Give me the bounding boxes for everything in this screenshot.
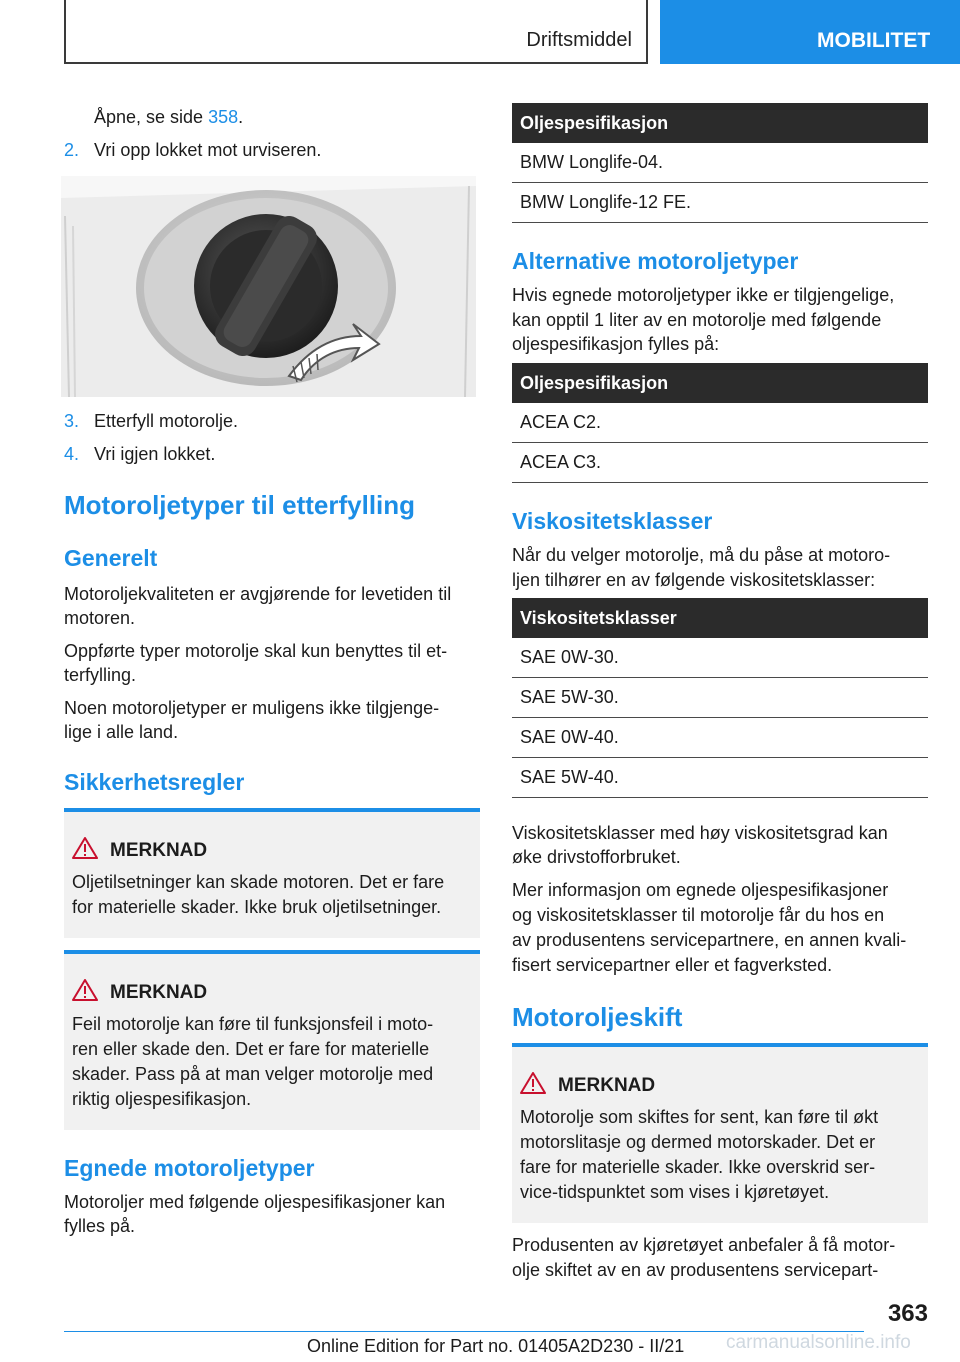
notice-text: Oljetilsetninger kan skade motoren. Det er fare for materielle skader. Ikke bruk oljetilsetninger.: [72, 872, 445, 917]
warning-triangle-icon: [520, 1071, 546, 1095]
notice-text: Feil motorolje kan føre til funksjonsfeil i moto‐ ren eller skade den. Det er fare for materielle skader. Pass på at man velger motorolje med riktig oljespesifikasjon.: [72, 1014, 434, 1109]
subsection-heading: Generelt: [64, 545, 158, 571]
subsection-heading: Egnede motoroljetyper: [64, 1155, 315, 1181]
paragraph-line: ljen tilhører en av følgende viskositetsklasser:: [512, 570, 876, 590]
step-text: Vri igjen lokket.: [94, 444, 216, 464]
paragraph-line: Produsenten av kjøretøyet anbefaler å få motor‐: [512, 1235, 896, 1255]
table-header: Viskositetsklasser: [512, 598, 928, 638]
notice-title: MERKNAD: [558, 1075, 656, 1096]
paragraph-line: Hvis egnede motoroljetyper ikke er tilgjengelige,: [512, 285, 895, 305]
paragraph-line: Viskositetsklasser med høy viskositetsgrad kan: [512, 823, 888, 843]
header-section-label: Driftsmiddel: [526, 29, 632, 51]
table-header: Oljespesifikasjon: [512, 103, 928, 143]
paragraph-line: fylles på.: [64, 1216, 136, 1236]
notice-box: [64, 808, 480, 938]
table-row: ACEA C3.: [512, 443, 928, 483]
paragraph-line: øke drivstofforbruket.: [512, 847, 681, 867]
viscosity-table: [512, 598, 928, 798]
oil-spec-table: [512, 103, 928, 223]
table-row: ACEA C2.: [512, 403, 928, 443]
paragraph-line: av produsentens servicepartnere, en annen kvali‐: [512, 930, 907, 950]
table-header: Oljespesifikasjon: [512, 363, 928, 403]
notice-box: [512, 1043, 928, 1223]
step-1-text: Åpne, se side 358.: [94, 107, 244, 127]
warning-triangle-icon: [72, 836, 98, 860]
paragraph-line: oljespesifikasjon fylles på:: [512, 334, 720, 354]
edition-footer: Online Edition for Part no. 01405A2D230 - II/21: [307, 1336, 685, 1356]
paragraph-line: og viskositetsklasser til motorolje får du hos en: [512, 905, 885, 925]
step-number: 4.: [64, 444, 80, 464]
table-row: BMW Longlife-12 FE.: [512, 183, 928, 223]
paragraph-line: olje skiftet av en av produsentens servicepart‐: [512, 1260, 879, 1280]
page-reference-link[interactable]: 358: [208, 107, 239, 127]
step-number: 3.: [64, 411, 80, 431]
paragraph-line: lige i alle land.: [64, 722, 179, 742]
paragraph-line: fisert servicepartner eller et fagverksted.: [512, 955, 833, 975]
notice-text: Motorolje som skiftes for sent, kan føre til økt motorslitasje og dermed motorskader. Det er fare for materielle skader. Ikke overskrid ser‐ vice-tidspunktet som vises i kjøretøyet.: [520, 1107, 879, 1202]
header-chapter-label: MOBILITET: [817, 29, 931, 52]
subsection-heading: Viskositetsklasser: [512, 508, 713, 534]
step-text: Vri opp lokket mot urviseren.: [94, 140, 322, 160]
paragraph-line: Motoroljekvaliteten er avgjørende for levetiden til: [64, 584, 452, 604]
paragraph-line: Mer informasjon om egnede oljespesifikasjoner: [512, 880, 889, 900]
paragraph-line: Når du velger motorolje, må du påse at motoro‐: [512, 545, 891, 565]
subsection-heading: Sikkerhetsregler: [64, 769, 245, 795]
step-text: Etterfyll motorolje.: [94, 411, 239, 431]
paragraph-line: motoren.: [64, 608, 136, 628]
subsection-heading: Alternative motoroljetyper: [512, 248, 799, 274]
notice-box: [64, 950, 480, 1130]
header-section-box: [64, 0, 648, 64]
step-number: 2.: [64, 140, 80, 160]
paragraph-line: terfylling.: [64, 665, 137, 685]
page-number: 363: [887, 1300, 928, 1327]
watermark: carmanualsonline.info: [726, 1332, 911, 1353]
table-row: SAE 0W-40.: [512, 718, 928, 758]
oil-cap-photo: [61, 176, 476, 397]
section-heading: Motoroljetyper til etterfylling: [64, 490, 416, 520]
table-row: SAE 0W-30.: [512, 638, 928, 678]
paragraph-line: kan opptil 1 liter av en motorolje med følgende: [512, 310, 882, 330]
table-row: SAE 5W-30.: [512, 678, 928, 718]
paragraph-line: Noen motoroljetyper er muligens ikke tilgjenge‐: [64, 698, 440, 718]
alt-oil-spec-table: [512, 363, 928, 483]
header-chapter-tab: [660, 0, 960, 64]
paragraph-line: Motoroljer med følgende oljespesifikasjoner kan: [64, 1192, 446, 1212]
paragraph-line: Oppførte typer motorolje skal kun benyttes til et‐: [64, 641, 448, 661]
warning-triangle-icon: [72, 978, 98, 1002]
table-row: SAE 5W-40.: [512, 758, 928, 798]
section-heading: Motoroljeskift: [512, 1002, 683, 1032]
notice-title: MERKNAD: [110, 982, 208, 1003]
notice-title: MERKNAD: [110, 840, 208, 861]
oil-filler-cap-illustration: [61, 176, 476, 397]
table-row: BMW Longlife-04.: [512, 143, 928, 183]
